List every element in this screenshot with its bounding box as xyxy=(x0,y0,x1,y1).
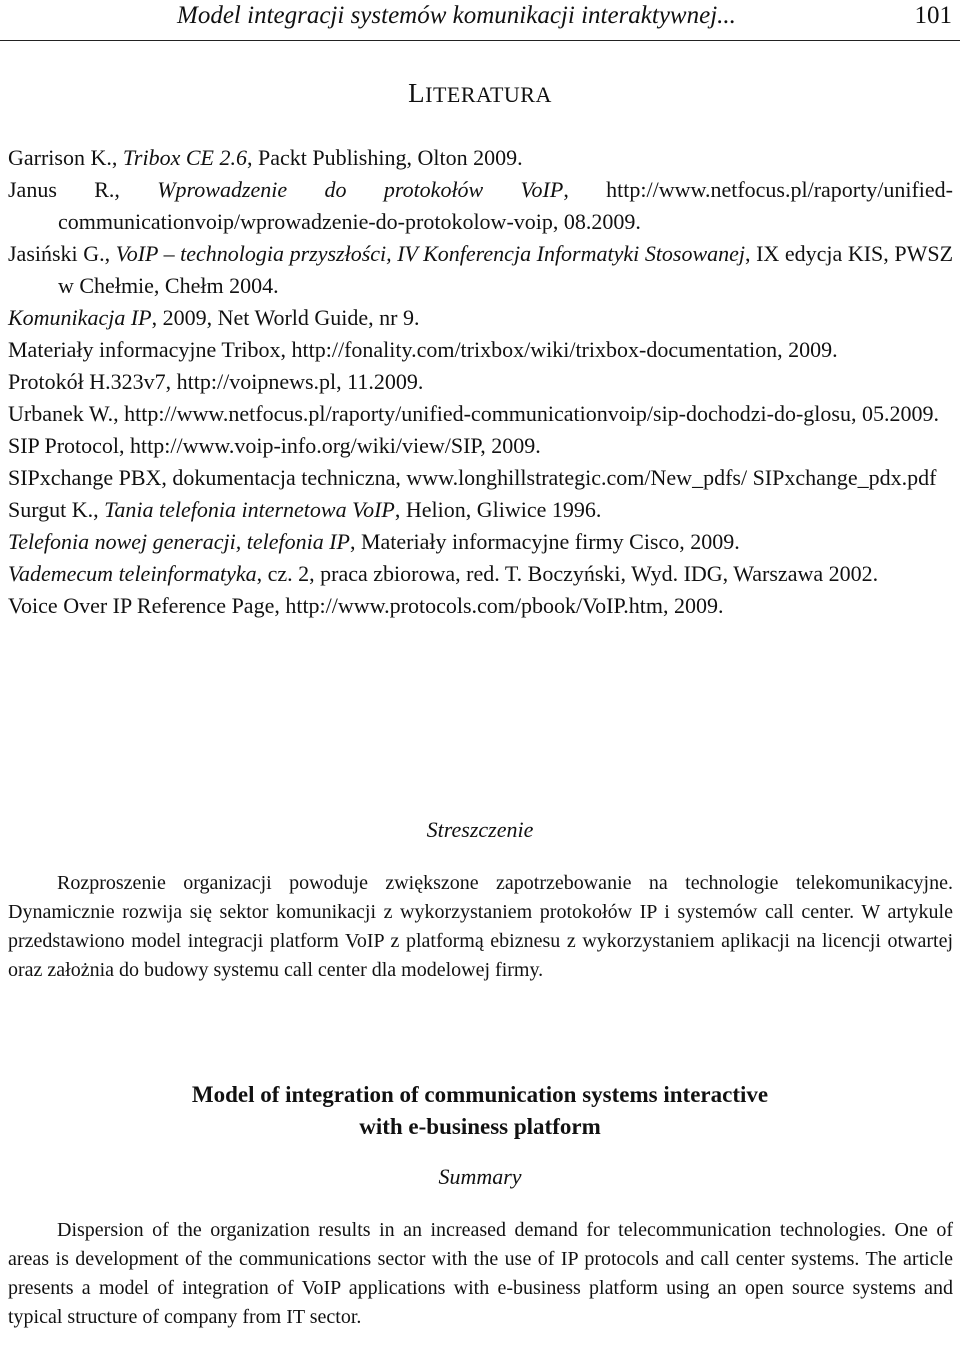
reference-text: Janus R., xyxy=(8,177,158,202)
reference-text: Jasiński G., xyxy=(8,241,116,266)
reference-title: Telefonia nowej generacji, telefonia IP xyxy=(8,529,350,554)
reference-item xyxy=(8,558,953,590)
reference-text: , Packt Publishing, Olton 2009. xyxy=(246,145,523,170)
reference-item xyxy=(8,142,953,174)
reference-item xyxy=(8,174,953,238)
reference-text: Voice Over IP Reference Page, http://www.protocols.com/pbook/VoIP.htm, 2009. xyxy=(8,593,724,618)
reference-item xyxy=(8,430,953,462)
summary-heading: Summary xyxy=(438,1164,522,1189)
reference-text: , 2009, Net World Guide, nr 9. xyxy=(151,305,420,330)
reference-title: Tania telefonia internetowa VoIP xyxy=(104,497,395,522)
references-heading-initial: L xyxy=(408,78,426,108)
summary-text: Dispersion of the organization results in an increased demand for telecommunication technologies. One of areas is development of the communications sector with the use of IP protocols and call center systems. The article presents a model of integration of VoIP applications with e-business platform using an open source systems and typical structure of company from IT sector. xyxy=(8,1219,953,1328)
reference-text: Protokół H.323v7, http://voipnews.pl, 11.2009. xyxy=(8,369,424,394)
reference-text: , Materiały informacyjne firmy Cisco, 2009. xyxy=(349,529,740,554)
reference-text: SIP Protocol, http://www.voip-info.org/wiki/view/SIP, 2009. xyxy=(8,433,541,458)
reference-item xyxy=(8,462,953,494)
reference-text: SIPxchange PBX, dokumentacja techniczna, www.longhillstrategic.com/New_pdfs/ SIPxchange_pdx.pdf xyxy=(8,465,937,490)
reference-title: Komunikacja IP xyxy=(8,305,152,330)
reference-title: VoIP – technologia przyszłości, IV Konferencja Informatyki Stosowanej xyxy=(115,241,746,266)
references-heading-rest: ITERATURA xyxy=(425,82,552,107)
english-title xyxy=(0,1079,960,1143)
reference-item xyxy=(8,334,953,366)
english-title-line: Model of integration of communication systems interactive xyxy=(191,1082,769,1107)
english-title-line: with e-business platform xyxy=(359,1114,601,1139)
page-number: 101 xyxy=(914,2,952,29)
reference-text: Urbanek W., http://www.netfocus.pl/raporty/unified-communicationvoip/sip-dochodzi-do-glosu, 05.2009. xyxy=(8,401,939,426)
reference-item xyxy=(8,526,953,558)
running-header-title: Model integracji systemów komunikacji interaktywnej... xyxy=(177,2,736,29)
running-header xyxy=(0,0,960,41)
reference-title: Wprowadzenie do protokołów VoIP xyxy=(157,177,564,202)
reference-title: Tribox CE 2.6 xyxy=(122,145,247,170)
abstract-heading-pl: Streszczenie xyxy=(426,817,534,842)
reference-title: Vademecum teleinformatyka xyxy=(8,561,257,586)
reference-text: Materiały informacyjne Tribox, http://fonality.com/trixbox/wiki/trixbox-documentation, 2009. xyxy=(8,337,838,362)
reference-item xyxy=(8,366,953,398)
reference-item xyxy=(8,238,953,302)
reference-text: , IX edycja KIS, PWSZ w Chełmie, Chełm 2004. xyxy=(58,241,954,298)
reference-text: Surgut K., xyxy=(8,497,105,522)
reference-text: , Helion, Gliwice 1996. xyxy=(394,497,602,522)
reference-item xyxy=(8,494,953,526)
reference-text: , http://www.netfocus.pl/raporty/unified-communicationvoip/wprowadzenie-do-protokolow-voip, 08.2009. xyxy=(58,177,953,234)
references-heading xyxy=(0,78,960,109)
reference-item xyxy=(8,302,953,334)
reference-text: Garrison K., xyxy=(8,145,123,170)
abstract-text-pl: Rozproszenie organizacji powoduje zwiększone zapotrzebowanie na technologie telekomunikacyjne. Dynamicznie rozwija się sektor komunikacji z wykorzystaniem protokołów IP i systemów call center. W artykule przedstawiono model integracji platform VoIP z platformą ebiznesu z wykorzystaniem aplikacji na licencji otwartej oraz założnia do budowy systemu call center dla modelowej firmy. xyxy=(8,872,953,981)
reference-item xyxy=(8,590,953,622)
reference-item xyxy=(8,398,953,430)
reference-text: , cz. 2, praca zbiorowa, red. T. Boczyński, Wyd. IDG, Warszawa 2002. xyxy=(256,561,879,586)
reference-list xyxy=(8,142,953,622)
